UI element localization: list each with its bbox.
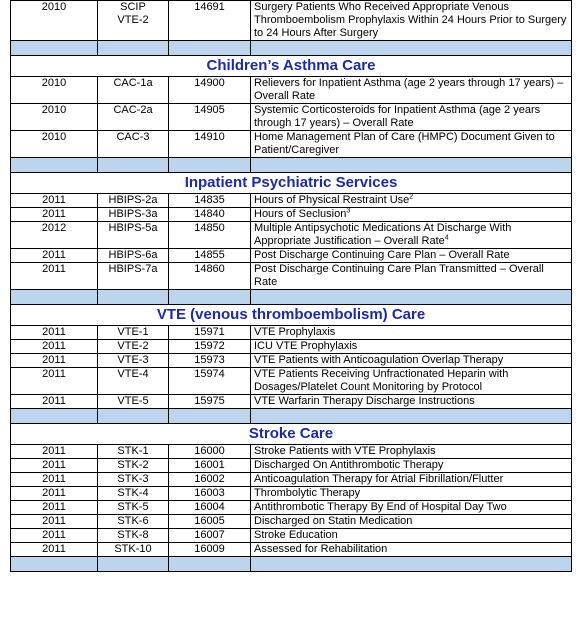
spacer-cell — [98, 557, 169, 572]
table-row — [11, 543, 572, 557]
measure-description — [251, 340, 572, 354]
table-row — [11, 1, 572, 41]
measure-description-text: Assessed for Rehabilitation — [254, 543, 388, 555]
measure-year: 2011 — [11, 501, 98, 515]
measure-number: 16004 — [169, 501, 251, 515]
table-row — [11, 445, 572, 459]
section-header-row — [11, 424, 572, 445]
measure-number: 15974 — [169, 368, 251, 395]
measure-description — [251, 131, 572, 158]
measure-description-text: Anticoagulation Therapy for Atrial Fibrillation/Flutter — [254, 473, 504, 485]
measure-description-text: VTE Patients Receiving Unfractionated Heparin with Dosages/Platelet Count Monitoring by Protocol — [254, 368, 509, 393]
section-title: VTE (venous thromboembolism) Care — [11, 305, 572, 326]
measure-year: 2011 — [11, 368, 98, 395]
measure-description-text: VTE Warfarin Therapy Discharge Instructions — [254, 395, 475, 407]
measure-number: 14910 — [169, 131, 251, 158]
measures-table-body — [11, 1, 572, 572]
measure-number: 16000 — [169, 445, 251, 459]
measure-id: STK-10 — [98, 543, 169, 557]
measure-year: 2011 — [11, 445, 98, 459]
spacer-cell — [11, 290, 98, 305]
measure-description-text: Stroke Education — [254, 529, 338, 541]
spacer-cell — [169, 41, 251, 56]
measure-number: 15971 — [169, 326, 251, 340]
measure-description-text: Systemic Corticosteroids for Inpatient Asthma (age 2 years through 17 years) – Overall Rate — [254, 104, 541, 129]
measure-id: CAC-3 — [98, 131, 169, 158]
table-row — [11, 473, 572, 487]
measure-id: STK-4 — [98, 487, 169, 501]
table-row — [11, 529, 572, 543]
measure-description — [251, 263, 572, 290]
measure-year: 2011 — [11, 543, 98, 557]
measure-id: HBIPS-2a — [98, 194, 169, 208]
table-row — [11, 194, 572, 208]
spacer-row — [11, 41, 572, 56]
measure-year: 2011 — [11, 395, 98, 409]
table-row — [11, 487, 572, 501]
measure-description — [251, 543, 572, 557]
spacer-cell — [98, 409, 169, 424]
measure-id — [98, 1, 169, 41]
measure-year: 2010 — [11, 104, 98, 131]
table-row — [11, 77, 572, 104]
spacer-cell — [11, 409, 98, 424]
measure-year: 2010 — [11, 77, 98, 104]
spacer-cell — [251, 158, 572, 173]
table-row — [11, 395, 572, 409]
table-row — [11, 459, 572, 473]
table-row — [11, 249, 572, 263]
measure-id: VTE-1 — [98, 326, 169, 340]
spacer-cell — [11, 41, 98, 56]
measure-id: VTE-2 — [98, 340, 169, 354]
measure-id: STK-5 — [98, 501, 169, 515]
measure-description — [251, 77, 572, 104]
measure-description-text: Hours of Seclusion — [254, 208, 347, 220]
section-header-row — [11, 173, 572, 194]
measure-description-text: Post Discharge Continuing Care Plan Transmitted – Overall Rate — [254, 263, 544, 288]
measure-number: 14850 — [169, 222, 251, 249]
measure-id: VTE-4 — [98, 368, 169, 395]
spacer-row — [11, 557, 572, 572]
measure-id: HBIPS-7a — [98, 263, 169, 290]
measure-id: CAC-1a — [98, 77, 169, 104]
measure-number: 16005 — [169, 515, 251, 529]
measure-description — [251, 104, 572, 131]
table-row — [11, 131, 572, 158]
measure-year: 2012 — [11, 222, 98, 249]
spacer-cell — [98, 41, 169, 56]
measure-number: 14855 — [169, 249, 251, 263]
measure-description — [251, 395, 572, 409]
table-row — [11, 208, 572, 222]
measure-number: 14835 — [169, 194, 251, 208]
measure-description-text: Discharged on Statin Medication — [254, 515, 413, 527]
measure-description — [251, 487, 572, 501]
measure-year: 2011 — [11, 487, 98, 501]
measure-description — [251, 1, 572, 41]
table-row — [11, 501, 572, 515]
measure-number: 14905 — [169, 104, 251, 131]
measure-id: STK-2 — [98, 459, 169, 473]
measure-year: 2011 — [11, 249, 98, 263]
measures-table — [10, 0, 572, 572]
measure-id: STK-6 — [98, 515, 169, 529]
spacer-cell — [11, 557, 98, 572]
measure-description-text: ICU VTE Prophylaxis — [254, 340, 358, 352]
table-row — [11, 326, 572, 340]
measure-id-line: SCIP — [120, 1, 146, 13]
spacer-row — [11, 158, 572, 173]
measure-number: 16001 — [169, 459, 251, 473]
spacer-cell — [251, 290, 572, 305]
measure-description — [251, 326, 572, 340]
measure-description-text: Hours of Physical Restraint Use — [254, 194, 410, 206]
measure-year: 2011 — [11, 194, 98, 208]
measure-id: VTE-5 — [98, 395, 169, 409]
section-header-row — [11, 56, 572, 77]
spacer-cell — [98, 290, 169, 305]
measure-description — [251, 194, 572, 208]
measure-number: 16009 — [169, 543, 251, 557]
spacer-cell — [98, 158, 169, 173]
spacer-row — [11, 409, 572, 424]
measure-description-text: Antithrombotic Therapy By End of Hospital Day Two — [254, 501, 507, 513]
measure-number: 16003 — [169, 487, 251, 501]
section-title: Inpatient Psychiatric Services — [11, 173, 572, 194]
measure-description-text: Post Discharge Continuing Care Plan – Overall Rate — [254, 249, 510, 261]
spacer-cell — [169, 158, 251, 173]
measure-id: STK-1 — [98, 445, 169, 459]
table-row — [11, 354, 572, 368]
measure-year: 2011 — [11, 354, 98, 368]
measure-year: 2011 — [11, 340, 98, 354]
measure-description-text: Discharged On Antithrombotic Therapy — [254, 459, 444, 471]
table-row — [11, 368, 572, 395]
measure-description — [251, 208, 572, 222]
measure-description-text: Relievers for Inpatient Asthma (age 2 years through 17 years) – Overall Rate — [254, 77, 564, 102]
measure-year: 2011 — [11, 459, 98, 473]
measure-id-line: VTE-2 — [117, 14, 149, 26]
table-row — [11, 263, 572, 290]
measure-description — [251, 501, 572, 515]
measure-year: 2010 — [11, 1, 98, 41]
measure-description-text: VTE Patients with Anticoagulation Overlap Therapy — [254, 354, 504, 366]
measure-description — [251, 222, 572, 249]
measure-id: STK-3 — [98, 473, 169, 487]
measure-description-text: Thrombolytic Therapy — [254, 487, 361, 499]
measure-number: 15975 — [169, 395, 251, 409]
measure-description-text: Surgery Patients Who Received Appropriate Venous Thromboembolism Prophylaxis Within 24 Hours Prior to Surgery to 24 Hours After Surgery — [254, 1, 567, 39]
spacer-cell — [169, 557, 251, 572]
measure-number: 14691 — [169, 1, 251, 41]
measure-year: 2011 — [11, 529, 98, 543]
spacer-cell — [169, 290, 251, 305]
measure-year: 2011 — [11, 263, 98, 290]
measure-year: 2010 — [11, 131, 98, 158]
measure-id: CAC-2a — [98, 104, 169, 131]
measure-description — [251, 515, 572, 529]
measure-id: STK-8 — [98, 529, 169, 543]
measure-id: HBIPS-5a — [98, 222, 169, 249]
spacer-cell — [11, 158, 98, 173]
spacer-cell — [251, 409, 572, 424]
measure-description — [251, 368, 572, 395]
table-row — [11, 515, 572, 529]
spacer-row — [11, 290, 572, 305]
measure-description-text: VTE Prophylaxis — [254, 326, 336, 338]
measure-description — [251, 249, 572, 263]
measure-description-text: Stroke Patients with VTE Prophylaxis — [254, 445, 436, 457]
measure-id: HBIPS-3a — [98, 208, 169, 222]
table-row — [11, 340, 572, 354]
section-title: Stroke Care — [11, 424, 572, 445]
measure-number: 14840 — [169, 208, 251, 222]
measure-id: VTE-3 — [98, 354, 169, 368]
measure-number: 14900 — [169, 77, 251, 104]
measure-description-text: Home Management Plan of Care (HMPC) Document Given to Patient/Caregiver — [254, 131, 555, 156]
footnote-marker: 4 — [444, 234, 449, 242]
section-header-row — [11, 305, 572, 326]
measure-number: 16002 — [169, 473, 251, 487]
spacer-cell — [251, 41, 572, 56]
measure-year: 2011 — [11, 208, 98, 222]
table-row — [11, 104, 572, 131]
measure-description — [251, 459, 572, 473]
measure-year: 2011 — [11, 326, 98, 340]
spacer-cell — [251, 557, 572, 572]
measure-year: 2011 — [11, 515, 98, 529]
measure-description — [251, 445, 572, 459]
measure-number: 15972 — [169, 340, 251, 354]
section-title: Children’s Asthma Care — [11, 56, 572, 77]
measure-id: HBIPS-6a — [98, 249, 169, 263]
measure-description — [251, 529, 572, 543]
measure-description-text: Multiple Antipsychotic Medications At Discharge With Appropriate Justification – Overall Rate — [254, 222, 512, 247]
measure-number: 15973 — [169, 354, 251, 368]
footnote-marker: 2 — [409, 193, 414, 201]
measure-number: 16007 — [169, 529, 251, 543]
table-row — [11, 222, 572, 249]
measure-description — [251, 354, 572, 368]
measure-number: 14860 — [169, 263, 251, 290]
spacer-cell — [169, 409, 251, 424]
footnote-marker: 3 — [346, 207, 351, 215]
measure-description — [251, 473, 572, 487]
measure-year: 2011 — [11, 473, 98, 487]
